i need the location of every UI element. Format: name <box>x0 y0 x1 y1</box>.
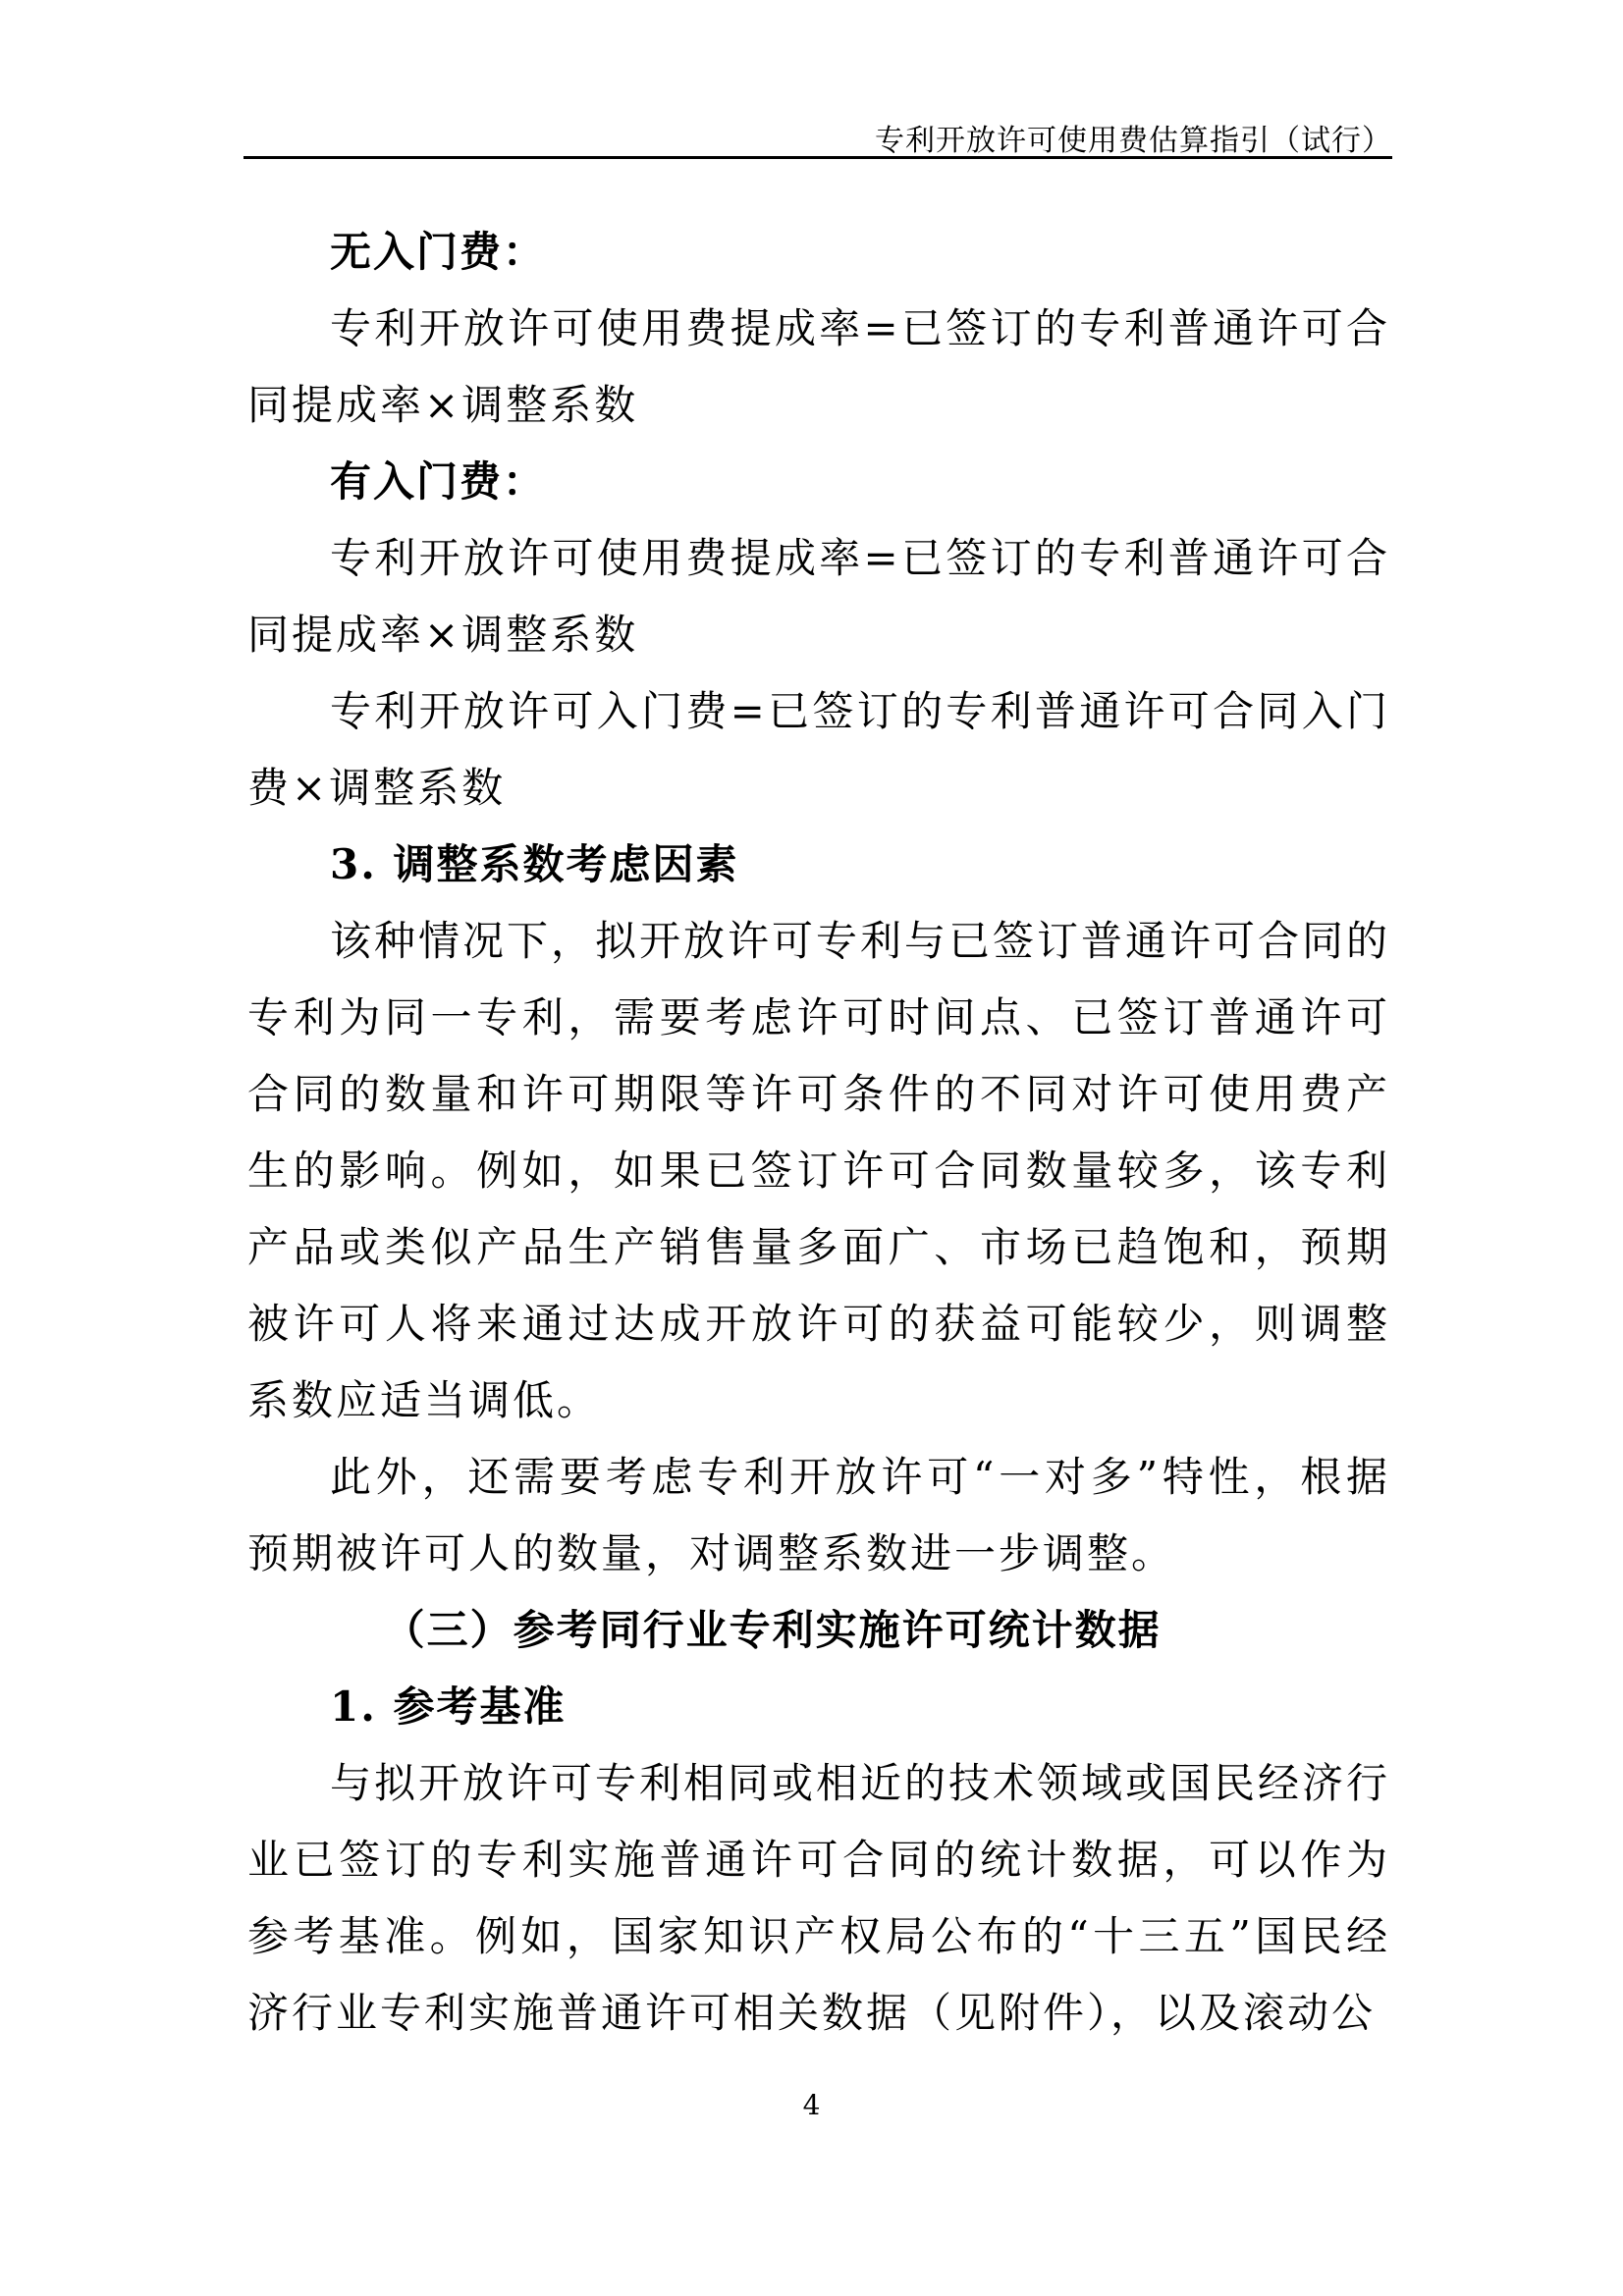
formula-royalty-rate-with-entry-fee: 专利开放许可使用费提成率=已签订的专利普通许可合同提成率×调整系数 <box>247 534 1390 659</box>
heading-with-entry-fee: 有入门费： <box>330 457 547 506</box>
heading-reference-baseline: 1. 参考基准 <box>330 1682 567 1731</box>
paragraph-reference-baseline: 与拟开放许可专利相同或相近的技术领域或国民经济行业已签订的专利实施普通许可合同的统计数据，可以作为参考基准。例如，国家知识产权局公布的“十三五”国民经济行业专利实施普通许可相关数据（见附件），以及滚动公 <box>247 1759 1391 2037</box>
heading-adjustment-factors: 3. 调整系数考虑因素 <box>330 840 739 888</box>
heading-no-entry-fee: 无入门费： <box>330 228 547 276</box>
document-body <box>247 214 1390 2052</box>
paragraph-one-to-many: 此外，还需要考虑专利开放许可“一对多”特性，根据预期被许可人的数量，对调整系数进一步调整。 <box>247 1453 1390 1577</box>
formula-entry-fee: 专利开放许可入门费=已签订的专利普通许可合同入门费×调整系数 <box>247 687 1390 812</box>
page-number: 4 <box>802 2089 821 2121</box>
paragraph-adjustment-explanation: 该种情况下，拟开放许可专利与已签订普通许可合同的专利为同一专利，需要考虑许可时间点、已签订普通许可合同的数量和许可期限等许可条件的不同对许可使用费产生的影响。例如，如果已签订许可合同数量较多，该专利产品或类似产品生产销售量多面广、市场已趋饱和，预期被许可人将来通过达成开放许可的获益可能较少，则调整系数应适当调低。 <box>247 917 1391 1424</box>
running-header-title: 专利开放许可使用费估算指引（试行） <box>875 124 1392 158</box>
section-heading-industry-statistics: （三）参考同行业专利实施许可统计数据 <box>383 1606 1162 1654</box>
header-divider <box>243 156 1392 159</box>
formula-royalty-rate-no-entry-fee: 专利开放许可使用费提成率=已签订的专利普通许可合同提成率×调整系数 <box>247 304 1390 429</box>
